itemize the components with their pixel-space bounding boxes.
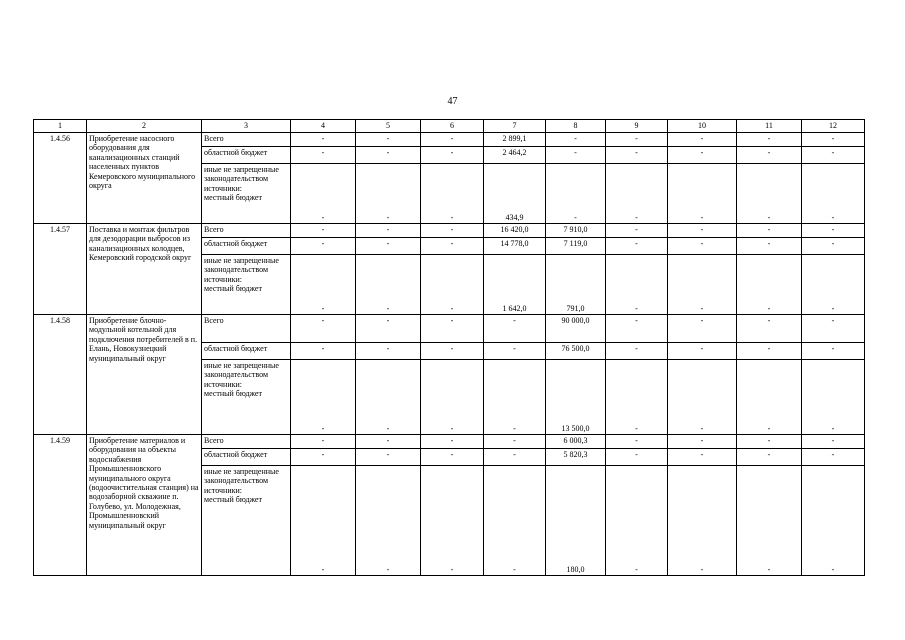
value-cell: - bbox=[484, 449, 546, 466]
value-cell: - bbox=[606, 224, 668, 238]
source-label bbox=[202, 255, 291, 315]
value-cell: - bbox=[668, 466, 737, 576]
value-cell: - bbox=[802, 315, 865, 343]
value-cell: - bbox=[484, 466, 546, 576]
value-cell: - bbox=[356, 343, 421, 360]
value-cell: - bbox=[546, 133, 606, 147]
value-cell: 7 119,0 bbox=[546, 238, 606, 255]
value-cell: - bbox=[291, 238, 356, 255]
value-cell: - bbox=[356, 164, 421, 224]
value-cell: - bbox=[291, 360, 356, 435]
column-header: 9 bbox=[606, 120, 668, 133]
value-cell: - bbox=[421, 133, 484, 147]
local-budget-label: местный бюджет bbox=[204, 284, 262, 294]
value-cell: - bbox=[421, 360, 484, 435]
table-row bbox=[34, 315, 865, 343]
value-cell: - bbox=[606, 164, 668, 224]
value-cell: - bbox=[802, 255, 865, 315]
item-name: Приобретение материалов и оборудования на объекты водоснабжения Промышленновского муниципального округа (водоочистительная станция) на водозаборной скважине п. Голубево, ул. Молодежная, Промышленновский муниципальный округ bbox=[87, 435, 202, 576]
value-cell: - bbox=[484, 435, 546, 449]
value-cell: - bbox=[546, 164, 606, 224]
source-label: областной бюджет bbox=[202, 449, 291, 466]
value-cell: - bbox=[606, 255, 668, 315]
value-cell: 2 899,1 bbox=[484, 133, 546, 147]
value-cell: 90 000,0 bbox=[546, 315, 606, 343]
value-cell: - bbox=[291, 164, 356, 224]
value-cell: - bbox=[546, 147, 606, 164]
value-cell: 6 000,3 bbox=[546, 435, 606, 449]
value-cell: - bbox=[291, 435, 356, 449]
value-cell: 14 778,0 bbox=[484, 238, 546, 255]
value-cell: - bbox=[802, 224, 865, 238]
column-header: 4 bbox=[291, 120, 356, 133]
value-cell: - bbox=[356, 133, 421, 147]
value-cell: 791,0 bbox=[546, 255, 606, 315]
other-sources-label: иные не запрещенные законодательством источники: bbox=[204, 467, 279, 495]
value-cell: - bbox=[668, 147, 737, 164]
value-cell: - bbox=[737, 147, 802, 164]
source-label: Всего bbox=[202, 435, 291, 449]
value-cell: - bbox=[737, 164, 802, 224]
local-budget-label: местный бюджет bbox=[204, 495, 262, 505]
value-cell: - bbox=[291, 224, 356, 238]
value-cell: - bbox=[802, 360, 865, 435]
value-cell: - bbox=[802, 435, 865, 449]
value-cell: - bbox=[421, 466, 484, 576]
item-code: 1.4.56 bbox=[34, 133, 87, 224]
value-cell: - bbox=[291, 255, 356, 315]
source-label: Всего bbox=[202, 315, 291, 343]
value-cell: - bbox=[668, 255, 737, 315]
value-cell: - bbox=[291, 315, 356, 343]
value-cell: - bbox=[802, 147, 865, 164]
source-label: областной бюджет bbox=[202, 343, 291, 360]
item-code: 1.4.59 bbox=[34, 435, 87, 576]
value-cell: - bbox=[484, 315, 546, 343]
item-name: Приобретение насосного оборудования для канализационных станций населенных пунктов Кемеровского муниципального округа bbox=[87, 133, 202, 224]
other-sources-label: иные не запрещенные законодательством источники: bbox=[204, 165, 279, 193]
value-cell: - bbox=[802, 133, 865, 147]
value-cell: - bbox=[802, 238, 865, 255]
value-cell: - bbox=[668, 238, 737, 255]
value-cell: - bbox=[356, 315, 421, 343]
other-sources-label: иные не запрещенные законодательством источники: bbox=[204, 361, 279, 389]
page-number: 47 bbox=[447, 96, 458, 107]
value-cell: - bbox=[802, 343, 865, 360]
value-cell: - bbox=[737, 255, 802, 315]
value-cell: - bbox=[291, 147, 356, 164]
column-numbers-row bbox=[34, 120, 865, 133]
value-cell: - bbox=[356, 147, 421, 164]
source-label bbox=[202, 164, 291, 224]
table-row bbox=[34, 435, 865, 449]
source-label: Всего bbox=[202, 224, 291, 238]
value-cell: - bbox=[356, 449, 421, 466]
value-cell: 16 420,0 bbox=[484, 224, 546, 238]
value-cell: - bbox=[356, 435, 421, 449]
value-cell: - bbox=[668, 360, 737, 435]
item-name: Приобретение блочно-модульной котельной для подключения потребителей в п. Елань, Новокузнецкий муниципальный округ bbox=[87, 315, 202, 435]
value-cell: - bbox=[737, 360, 802, 435]
value-cell: - bbox=[737, 133, 802, 147]
source-label: областной бюджет bbox=[202, 147, 291, 164]
value-cell: - bbox=[421, 147, 484, 164]
value-cell: - bbox=[606, 238, 668, 255]
value-cell: - bbox=[606, 466, 668, 576]
value-cell: - bbox=[421, 449, 484, 466]
column-header: 5 bbox=[356, 120, 421, 133]
value-cell: - bbox=[737, 449, 802, 466]
column-header: 11 bbox=[737, 120, 802, 133]
value-cell: - bbox=[606, 360, 668, 435]
value-cell: - bbox=[668, 164, 737, 224]
item-name: Поставка и монтаж фильтров для дезодорации выбросов из канализационных колодцев, Кемеровский городской округ bbox=[87, 224, 202, 315]
value-cell: - bbox=[606, 449, 668, 466]
value-cell: - bbox=[356, 238, 421, 255]
value-cell: - bbox=[668, 224, 737, 238]
source-label: областной бюджет bbox=[202, 238, 291, 255]
value-cell: - bbox=[802, 449, 865, 466]
value-cell: - bbox=[356, 360, 421, 435]
column-header: 3 bbox=[202, 120, 291, 133]
value-cell: 5 820,3 bbox=[546, 449, 606, 466]
value-cell: - bbox=[356, 224, 421, 238]
value-cell: - bbox=[606, 435, 668, 449]
value-cell: - bbox=[668, 435, 737, 449]
local-budget-label: местный бюджет bbox=[204, 389, 262, 399]
value-cell: 2 464,2 bbox=[484, 147, 546, 164]
column-header: 7 bbox=[484, 120, 546, 133]
value-cell: 180,0 bbox=[546, 466, 606, 576]
value-cell: - bbox=[291, 343, 356, 360]
table-row bbox=[34, 133, 865, 147]
column-header: 1 bbox=[34, 120, 87, 133]
value-cell: 13 500,0 bbox=[546, 360, 606, 435]
column-header: 10 bbox=[668, 120, 737, 133]
value-cell: - bbox=[291, 133, 356, 147]
item-code: 1.4.57 bbox=[34, 224, 87, 315]
value-cell: - bbox=[484, 343, 546, 360]
value-cell: - bbox=[737, 315, 802, 343]
other-sources-label: иные не запрещенные законодательством источники: bbox=[204, 256, 279, 284]
value-cell: - bbox=[737, 224, 802, 238]
value-cell: - bbox=[421, 164, 484, 224]
value-cell: - bbox=[606, 147, 668, 164]
value-cell: - bbox=[668, 343, 737, 360]
value-cell: - bbox=[484, 360, 546, 435]
value-cell: - bbox=[802, 164, 865, 224]
source-label: Всего bbox=[202, 133, 291, 147]
value-cell: - bbox=[606, 315, 668, 343]
value-cell: - bbox=[737, 466, 802, 576]
value-cell: - bbox=[421, 343, 484, 360]
value-cell: - bbox=[737, 238, 802, 255]
column-header: 2 bbox=[87, 120, 202, 133]
table-row bbox=[34, 224, 865, 238]
column-header: 12 bbox=[802, 120, 865, 133]
value-cell: - bbox=[606, 133, 668, 147]
value-cell: - bbox=[606, 343, 668, 360]
value-cell: 434,9 bbox=[484, 164, 546, 224]
value-cell: - bbox=[668, 315, 737, 343]
value-cell: - bbox=[668, 449, 737, 466]
value-cell: - bbox=[421, 238, 484, 255]
value-cell: - bbox=[356, 466, 421, 576]
value-cell: 76 500,0 bbox=[546, 343, 606, 360]
column-header: 8 bbox=[546, 120, 606, 133]
local-budget-label: местный бюджет bbox=[204, 193, 262, 203]
value-cell: - bbox=[291, 449, 356, 466]
source-label bbox=[202, 360, 291, 435]
value-cell: - bbox=[668, 133, 737, 147]
value-cell: - bbox=[421, 435, 484, 449]
item-code: 1.4.58 bbox=[34, 315, 87, 435]
value-cell: - bbox=[802, 466, 865, 576]
source-label bbox=[202, 466, 291, 576]
column-header: 6 bbox=[421, 120, 484, 133]
value-cell: - bbox=[291, 466, 356, 576]
value-cell: - bbox=[737, 343, 802, 360]
value-cell: - bbox=[421, 224, 484, 238]
value-cell: 7 910,0 bbox=[546, 224, 606, 238]
value-cell: - bbox=[421, 315, 484, 343]
value-cell: 1 642,0 bbox=[484, 255, 546, 315]
value-cell: - bbox=[737, 435, 802, 449]
value-cell: - bbox=[356, 255, 421, 315]
value-cell: - bbox=[421, 255, 484, 315]
budget-table bbox=[33, 119, 865, 576]
